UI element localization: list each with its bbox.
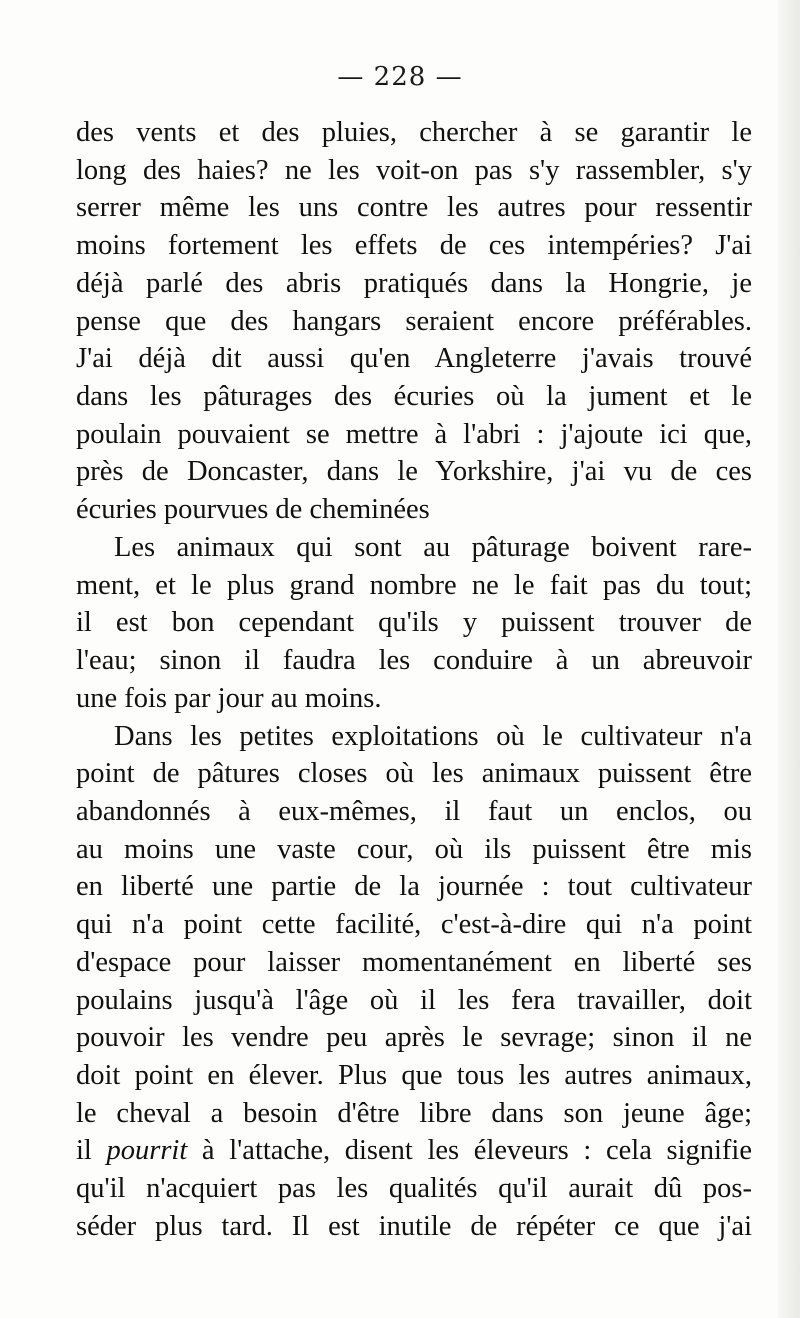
text-line: ment, et le plus grand nombre ne le fait pas du tout; (76, 569, 752, 601)
text-line: pouvoir les vendre peu après le sevrage; sinon il ne (76, 1022, 752, 1054)
text-line: dans les pâturages des écuries où la jument et le (76, 381, 752, 413)
text-line: au moins une vaste cour, où ils puissent être mis (76, 833, 752, 865)
page-number: — 228 — (337, 62, 463, 92)
italic-word: pourrit (106, 1135, 188, 1167)
text-line: le cheval a besoin d'être libre dans son jeune âge; (76, 1097, 752, 1129)
paragraph-start-line: Dans les petites exploitations où le cultivateur n'a (114, 720, 752, 752)
text-line: abandonnés à eux-mêmes, il faut un enclos, ou (76, 795, 752, 827)
text-line: qui n'a point cette facilité, c'est-à-dire qui n'a point (76, 909, 752, 941)
paragraph-end-line: une fois par jour au moins. (76, 682, 382, 714)
text-line: poulain pouvaient se mettre à l'abri : j'ajoute ici que, (76, 418, 752, 450)
text-line: doit point en élever. Plus que tous les autres animaux, (76, 1059, 752, 1091)
text-line: déjà parlé des abris pratiqués dans la Hongrie, je (76, 267, 752, 299)
text-line: long des haies? ne les voit-on pas s'y rassembler, s'y (76, 154, 752, 186)
text-segment: il (76, 1135, 107, 1167)
text-line: en liberté une partie de la journée : tout cultivateur (76, 871, 752, 903)
page-gutter-shadow (778, 0, 800, 1318)
paragraph-end-line: écuries pourvues de cheminées (76, 494, 430, 526)
paragraph-start-line: Les animaux qui sont au pâturage boivent rare- (114, 531, 752, 563)
text-line: près de Doncaster, dans le Yorkshire, j'ai vu de ces (76, 456, 752, 488)
text-line-with-italic (76, 1132, 752, 1170)
text-line: serrer même les uns contre les autres pour ressentir (76, 192, 752, 224)
text-line: moins fortement les effets de ces intempéries? J'ai (76, 230, 752, 262)
text-line: il est bon cependant qu'ils y puissent trouver de (76, 607, 752, 639)
text-line: l'eau; sinon il faudra les conduire à un abreuvoir (76, 645, 752, 677)
text-line: séder plus tard. Il est inutile de répéter ce que j'ai (76, 1210, 752, 1242)
text-line: d'espace pour laisser momentanément en liberté ses (76, 946, 752, 978)
body-text (76, 114, 752, 1246)
text-segment: à l'attache, disent les éleveurs : cela signifie (187, 1135, 752, 1167)
text-line: pense que des hangars seraient encore préférables. (76, 305, 752, 337)
text-line: J'ai déjà dit aussi qu'en Angleterre j'avais trouvé (76, 343, 752, 375)
text-line: des vents et des pluies, chercher à se garantir le (76, 117, 752, 148)
text-line: point de pâtures closes où les animaux puissent être (76, 758, 752, 790)
text-line: qu'il n'acquiert pas les qualités qu'il aurait dû pos- (76, 1173, 752, 1205)
text-line: poulains jusqu'à l'âge où il les fera travailler, doit (76, 984, 752, 1016)
